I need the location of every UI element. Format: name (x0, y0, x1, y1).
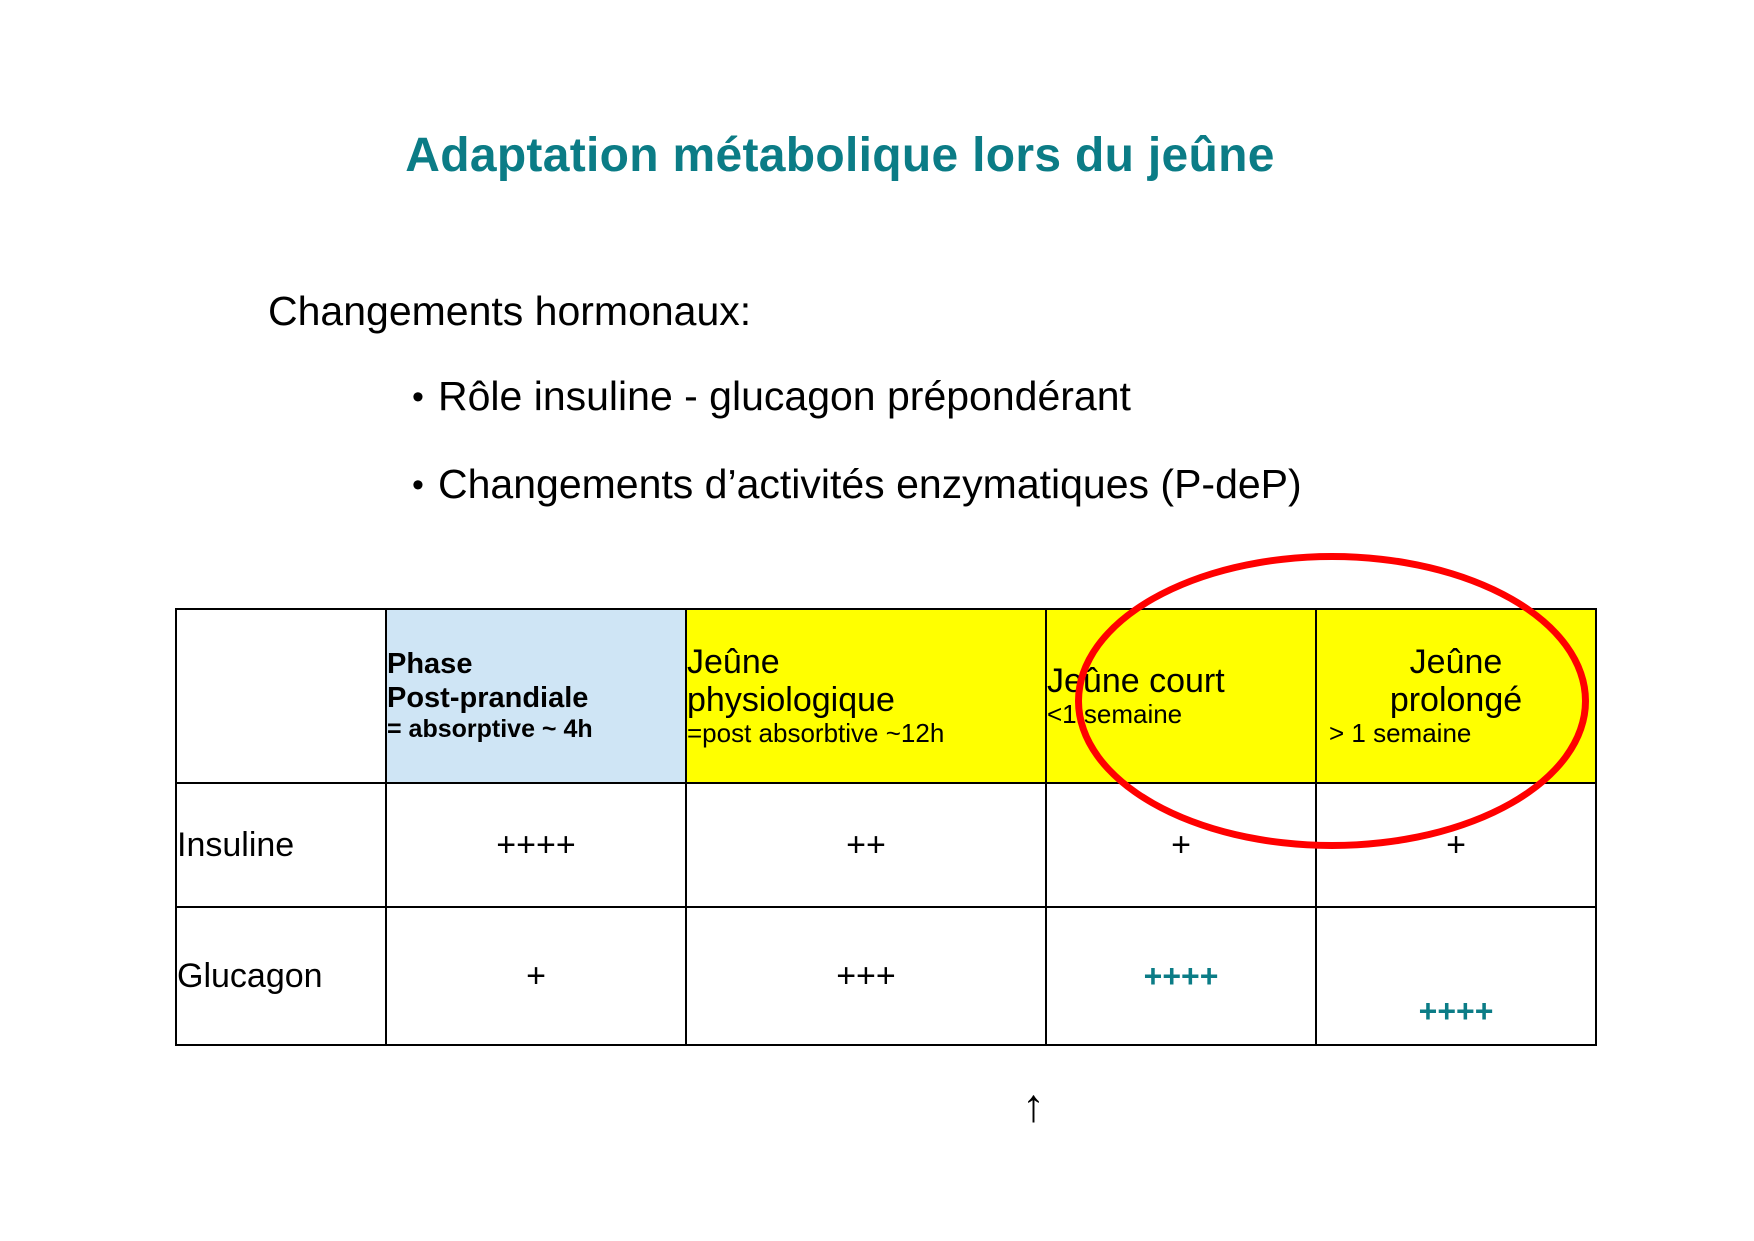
cell-glucagon-physiologique: +++ (686, 907, 1046, 1045)
cell-glucagon-post-prandiale: + (386, 907, 686, 1045)
header-phys-line2: physiologique (687, 681, 895, 720)
header-pp-line1: Phase (387, 648, 473, 681)
bullet-label-1: Rôle insuline - glucagon prépondérant (438, 373, 1131, 419)
page-title: Adaptation métabolique lors du jeûne (405, 129, 1275, 182)
table-corner-cell (176, 609, 386, 783)
hormone-table-container (175, 608, 1595, 1046)
cell-insuline-physiologique: ++ (686, 783, 1046, 907)
cell-glucagon-jeune-court: ++++ (1046, 907, 1316, 1045)
cell-insuline-jeune-prolonge: + (1316, 783, 1596, 907)
header-court-line1: Jeûne court (1047, 662, 1225, 701)
header-post-prandiale (386, 609, 686, 783)
header-jeune-prolonge (1316, 609, 1596, 783)
bullet-marker-icon: • (412, 378, 424, 416)
hormone-table (175, 608, 1597, 1046)
header-prol-line2: prolongé (1389, 681, 1523, 720)
header-prol-line1: Jeûne (1409, 642, 1503, 681)
table-header-row (176, 609, 1596, 783)
bullet-marker-icon: • (412, 466, 424, 504)
header-phys-line1: Jeûne (687, 642, 780, 681)
table-row (176, 783, 1596, 907)
up-arrow-annotation-icon: ↑ (1022, 1079, 1045, 1131)
lead-text: Changements hormonaux: (268, 288, 752, 334)
bullet-item-1 (412, 373, 1131, 420)
row-label-insuline: Insuline (176, 783, 386, 907)
header-jeune-physiologique (686, 609, 1046, 783)
header-pp-line2: Post-prandiale (387, 682, 589, 715)
header-jeune-court (1046, 609, 1316, 783)
header-phys-line3: =post absorbtive ~12h (687, 718, 945, 749)
cell-insuline-jeune-court: + (1046, 783, 1316, 907)
bullet-label-2: Changements d’activités enzymatiques (P-deP) (438, 461, 1302, 507)
bullet-item-2 (412, 461, 1302, 508)
header-prol-line3: > 1 semaine (1329, 718, 1472, 749)
row-label-glucagon: Glucagon (176, 907, 386, 1045)
header-court-line3: <1 semaine (1047, 699, 1183, 730)
header-pp-line3: = absorptive ~ 4h (387, 715, 593, 744)
table-row (176, 907, 1596, 1045)
cell-insuline-post-prandiale: ++++ (386, 783, 686, 907)
cell-glucagon-jeune-prolonge: ++++ (1316, 907, 1596, 1045)
